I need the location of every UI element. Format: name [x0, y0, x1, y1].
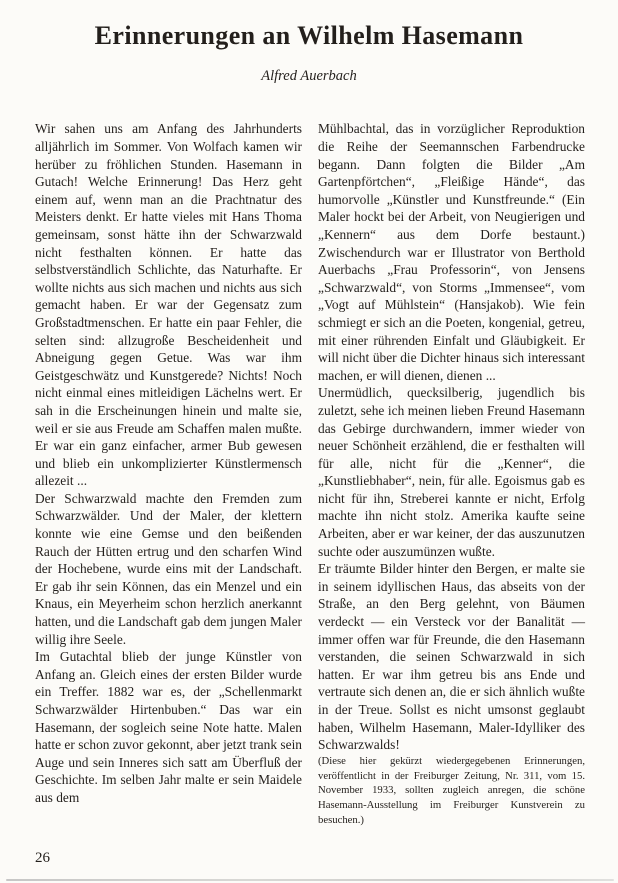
footnote: (Diese hier gekürzt wiedergegebenen Erinnerungen, veröffentlicht in der Freiburger Zeitung, Nr. 311, vom 15. November 1933, sollten zugleich anregen, die schöne Hasemann-Ausstellung im Freiburger Kunstverein zu besuchen.)	[318, 754, 585, 826]
two-column-body	[0, 120, 618, 827]
right-column	[318, 120, 585, 827]
paragraph: Er träumte Bilder hinter den Bergen, er malte sie in seinem idyllischen Haus, das abseits von der Straße, an den Berg gelehnt, von Bäumen verdeckt — ein Versteck vor der Banalität — immer offen war für Freunde, die den Hasemann verstanden, die seinen Schwarzwald in sich hatten. Er war ihm getreu bis ans Ende und vertraute sich denen an, die er sich ähnlich wußte in der Treue. Sollst es nicht umsonst geglaubt haben, Wilhelm Hasemann, Maler-Idylliker des Schwarzwalds!	[318, 561, 585, 753]
paragraph: Der Schwarzwald machte den Fremden zum Schwarzwälder. Und der Maler, der klettern konnte wie eine Gemse und den beißenden Rauch der Hütten ertrug und den scharfen Wind der Hochebene, wurde eins mit der Landschaft. Er gab ihr sein Können, das ein Menzel und ein Knaus, ein Meyerheim schon herzlich anerkannt hatten, und die Landschaft gab dem jungen Maler willig ihre Seele.	[35, 490, 302, 647]
paragraph: Mühlbachtal, das in vorzüglicher Reproduktion die Reihe der Seemannschen Farbendrucke begann. Dann folgten die Bilder „Am Gartenpförtchen“, „Fleißige Hände“, das humorvolle „Künstler und Kunstfreunde.“ (Ein Maler hockt bei der Arbeit, von Neugierigen und „Kennern“ aus dem Dorfe bestaunt.) Zwischendurch war er Illustrator von Berthold Auerbachs „Frau Professorin“, von Jensens „Schwarzwald“, von Storms „Immensee“, vom „Vogt auf Mühlstein“ (Hansjakob). Wie fein schmiegt er sich an die Poeten, kongenial, getreu, mit einer rührenden Einfalt und Gläubigkeit. Er will nicht über die Dichter hinaus sich interessant machen, er will dienen, dienen ...	[318, 121, 585, 383]
page-title: Erinnerungen an Wilhelm Hasemann	[94, 21, 524, 50]
page-number: 26	[35, 850, 50, 866]
scan-edge-artifact	[6, 879, 614, 881]
author-byline: Alfred Auerbach	[261, 68, 357, 85]
paragraph: Wir sahen uns am Anfang des Jahrhunderts alljährlich im Sommer. Von Wolfach kamen wir herüber zu fröhlichen Stunden. Hasemann in Gutach! Welche Erinnerung! Das Herz geht einem auf, wenn man an die Prachtnatur des Meisters denkt. Er hatte vieles mit Hans Thoma gemeinsam, sonst hätte ihn der Schwarzwald nicht festhalten können. Er hatte das selbstverständlich Schlichte, das Naturhafte. Er wollte nichts aus sich machen und nichts aus sich gemacht haben. Er war der Gegensatz zum Großstadtmenschen. Er hatte ein paar Fehler, die selten sind: allzugroße Bescheidenheit und Abneigung gegen Getue. Was war ihm Geistgeschwätz und Kunstgerede? Nichts! Noch nicht einmal eines mitleidigen Lächelns wert. Er sah in die Erscheinungen hinein und malte sie, weil er sie aus Freude am Schaffen malen mußte. Er war ein ganz einfacher, armer Bub gewesen und blieb ein unkomplizierter Künstlermensch allezeit ...	[35, 121, 302, 489]
paragraph: Unermüdlich, quecksilberig, jugendlich bis zuletzt, sehe ich meinen lieben Freund Hasemann das Gebirge durchwandern, immer wieder von neuer Schönheit erzählend, die er festhalten will für alle, nicht für die „Kenner“, die „Kunstliebhaber“, nein, für alle. Egoismus gab es nicht für ihn, Streberei kannte er nicht, Erfolg machte ihn nicht stolz. Amerika kaufte seine Arbeiten, aber er war keiner, der das auszunutzen suchte oder auszumünzen wußte.	[318, 385, 585, 559]
paragraph: Im Gutachtal blieb der junge Künstler von Anfang an. Gleich eines der ersten Bilder wurde ein Treffer. 1882 war es, der „Schellenmarkt Schwarzwälder Hirtenbuben.“ Das war ein Hasemann, der sogleich seine Note hatte. Malen hatte er schon zuvor gekonnt, aber jetzt trank sein Auge und sein Inneres sich satt am Überfluß der Geschichte. Im selben Jahr malte er sein Maidele aus dem	[35, 649, 302, 805]
left-column	[35, 120, 302, 827]
